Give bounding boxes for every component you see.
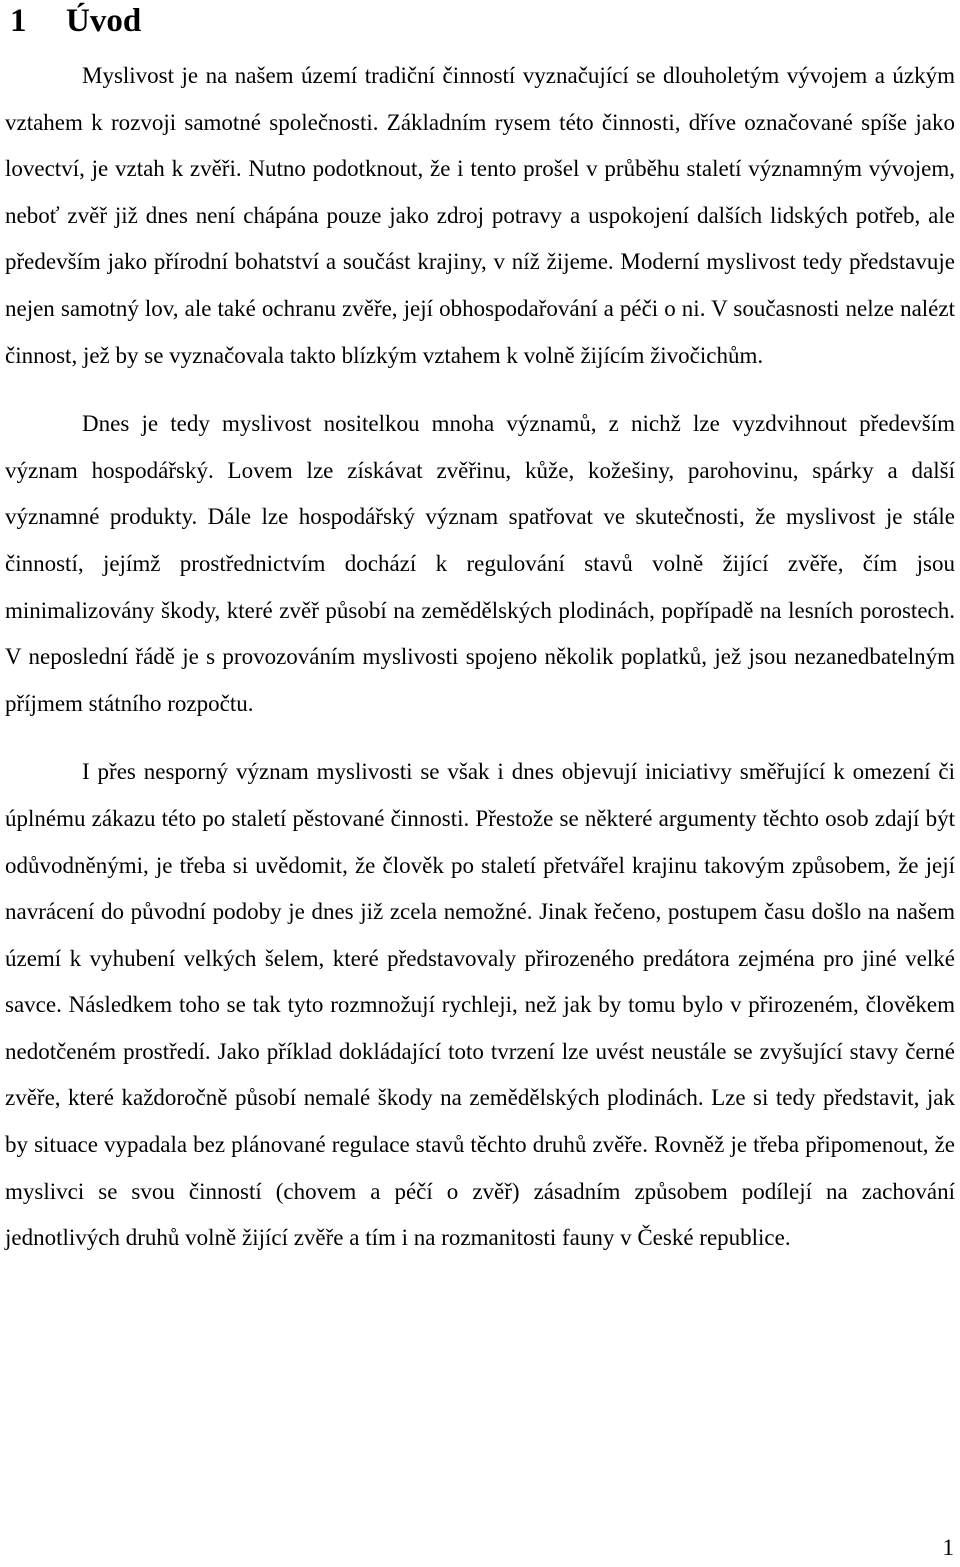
chapter-title: Úvod: [66, 3, 142, 39]
paragraph: Myslivost je na našem území tradiční činností vyznačující se dlouholetým vývojem a úzkým vztahem k rozvoji samotné společnosti. Základním rysem této činnosti, dříve označované spíše jako lovectví, je vztah k zvěři. Nutno podotknout, že i tento prošel v průběhu staletí významným vývojem, neboť zvěř již dnes není chápána pouze jako zdroj potravy a uspokojení dalších lidských potřeb, ale především jako přírodní bohatství a součást krajiny, v níž žijeme. Moderní myslivost tedy představuje nejen samotný lov, ale také ochranu zvěře, její obhospodařování a péči o ni. V současnosti nelze nalézt činnost, jež by se vyznačovala takto blízkým vztahem k volně žijícím živočichům.: [5, 63, 955, 368]
chapter-heading: [10, 0, 141, 42]
page-number: 1: [942, 1535, 954, 1560]
paragraph: Dnes je tedy myslivost nositelkou mnoha významů, z nichž lze vyzdvihnout především význam hospodářský. Lovem lze získávat zvěřinu, kůže, kožešiny, parohovinu, spárky a další významné produkty. Dále lze hospodářský význam spatřovat ve skutečnosti, že myslivost je stále činností, jejímž prostřednictvím dochází k regulování stavů volně žijící zvěře, čím jsou minimalizovány škody, které zvěř působí na zemědělských plodinách, popřípadě na lesních porostech. V neposlední řádě je s provozováním myslivosti spojeno několik poplatků, jež jsou nezanedbatelným příjmem státního rozpočtu.: [5, 411, 955, 716]
body-text: [5, 53, 955, 1284]
chapter-number: 1: [10, 3, 27, 39]
paragraph: I přes nesporný význam myslivosti se však i dnes objevují iniciativy směřující k omezení či úplnému zákazu této po staletí pěstované činnosti. Přestože se některé argumenty těchto osob zdají být odůvodněnými, je třeba si uvědomit, že člověk po staletí přetvářel krajinu takovým způsobem, že její navrácení do původní podoby je dnes již zcela nemožné. Jinak řečeno, postupem času došlo na našem území k vyhubení velkých šelem, které představovaly přirozeného predátora zejména pro jiné velké savce. Následkem toho se tak tyto rozmnožují rychleji, než jak by tomu bylo v přirozeném, člověkem nedotčeném prostředí. Jako příklad dokládající toto tvrzení lze uvést neustále se zvyšující stavy černé zvěře, které každoročně působí nemalé škody na zemědělských plodinách. Lze si tedy představit, jak by situace vypadala bez plánované regulace stavů těchto druhů zvěře. Rovněž je třeba připomenout, že myslivci se svou činností (chovem a péčí o zvěř) zásadním způsobem podílejí na zachování jednotlivých druhů volně žijící zvěře a tím i na rozmanitosti fauny v České republice.: [5, 759, 955, 1251]
